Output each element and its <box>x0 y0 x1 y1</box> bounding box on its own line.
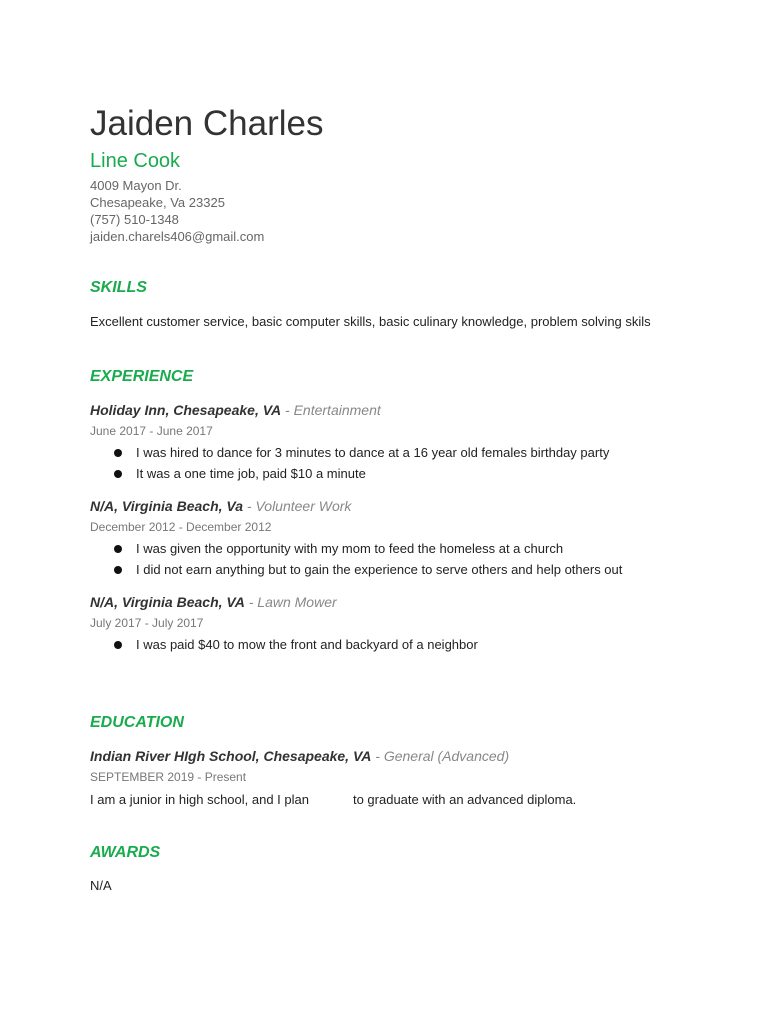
bullet-dot-icon <box>114 641 122 649</box>
phone-number: (757) 510-1348 <box>90 212 179 227</box>
job-dates: June 2017 - June 2017 <box>90 424 213 438</box>
candidate-name: Jaiden Charles <box>90 104 324 143</box>
job-separator: - <box>243 498 256 514</box>
job-title <box>90 593 730 611</box>
skills-section <box>90 278 730 330</box>
list-item <box>90 538 730 559</box>
address-line-2: Chesapeake, Va 23325 <box>90 195 225 210</box>
education-text <box>90 791 730 808</box>
job-org: Holiday Inn, Chesapeake, VA <box>90 402 282 418</box>
education-dates: SEPTEMBER 2019 - Present <box>90 770 247 784</box>
resume-page <box>90 102 730 894</box>
education-heading: EDUCATION <box>90 714 184 731</box>
awards-section <box>90 843 730 894</box>
bullet-text: I was paid $40 to mow the front and backyard of a neighbor <box>136 637 478 652</box>
awards-text: N/A <box>90 878 112 893</box>
experience-heading: EXPERIENCE <box>90 368 194 385</box>
list-item <box>90 559 730 580</box>
education-section <box>90 713 730 808</box>
job-entry <box>90 401 730 484</box>
job-org: N/A, Virginia Beach, Va <box>90 498 244 514</box>
job-entry <box>90 593 730 655</box>
address-line-1: 4009 Mayon Dr. <box>90 178 182 193</box>
education-program: General (Advanced) <box>383 748 510 764</box>
bullet-dot-icon <box>114 470 122 478</box>
education-separator: - <box>371 748 384 764</box>
job-separator: - <box>281 402 294 418</box>
job-bullets <box>90 442 730 484</box>
school-name: Indian River HIgh School, Chesapeake, VA <box>90 748 372 764</box>
job-entry <box>90 497 730 580</box>
email-address: jaiden.charels406@gmail.com <box>90 229 265 244</box>
job-dates: July 2017 - July 2017 <box>90 616 204 630</box>
bullet-text: I was given the opportunity with my mom to feed the homeless at a church <box>136 541 564 556</box>
job-kind: Lawn Mower <box>257 594 337 610</box>
contact-block <box>90 177 730 245</box>
bullet-text: It was a one time job, paid $10 a minute <box>136 466 366 481</box>
job-bullets <box>90 634 730 655</box>
job-kind: Volunteer Work <box>255 498 352 514</box>
job-title <box>90 497 730 515</box>
education-title <box>90 747 730 765</box>
bullet-dot-icon <box>114 449 122 457</box>
bullet-text: I was hired to dance for 3 minutes to dance at a 16 year old females birthday party <box>136 445 610 460</box>
list-item <box>90 634 730 655</box>
skills-heading: SKILLS <box>90 279 147 296</box>
experience-section <box>90 367 730 655</box>
education-text-part-2: to graduate with an advanced diploma. <box>352 792 577 807</box>
job-separator: - <box>244 594 258 610</box>
skills-text: Excellent customer service, basic computer skills, basic culinary knowledge, problem solving skils <box>90 314 651 329</box>
job-kind: Entertainment <box>293 402 381 418</box>
job-title <box>90 401 730 419</box>
list-item <box>90 463 730 484</box>
job-bullets <box>90 538 730 580</box>
bullet-dot-icon <box>114 566 122 574</box>
bullet-dot-icon <box>114 545 122 553</box>
awards-heading: AWARDS <box>90 844 161 861</box>
list-item <box>90 442 730 463</box>
job-org: N/A, Virginia Beach, VA <box>90 594 245 610</box>
candidate-role: Line Cook <box>90 150 181 172</box>
bullet-text: I did not earn anything but to gain the experience to serve others and help others out <box>136 562 623 577</box>
job-dates: December 2012 - December 2012 <box>90 520 272 534</box>
education-text-part-1: I am a junior in high school, and I plan <box>90 792 309 807</box>
